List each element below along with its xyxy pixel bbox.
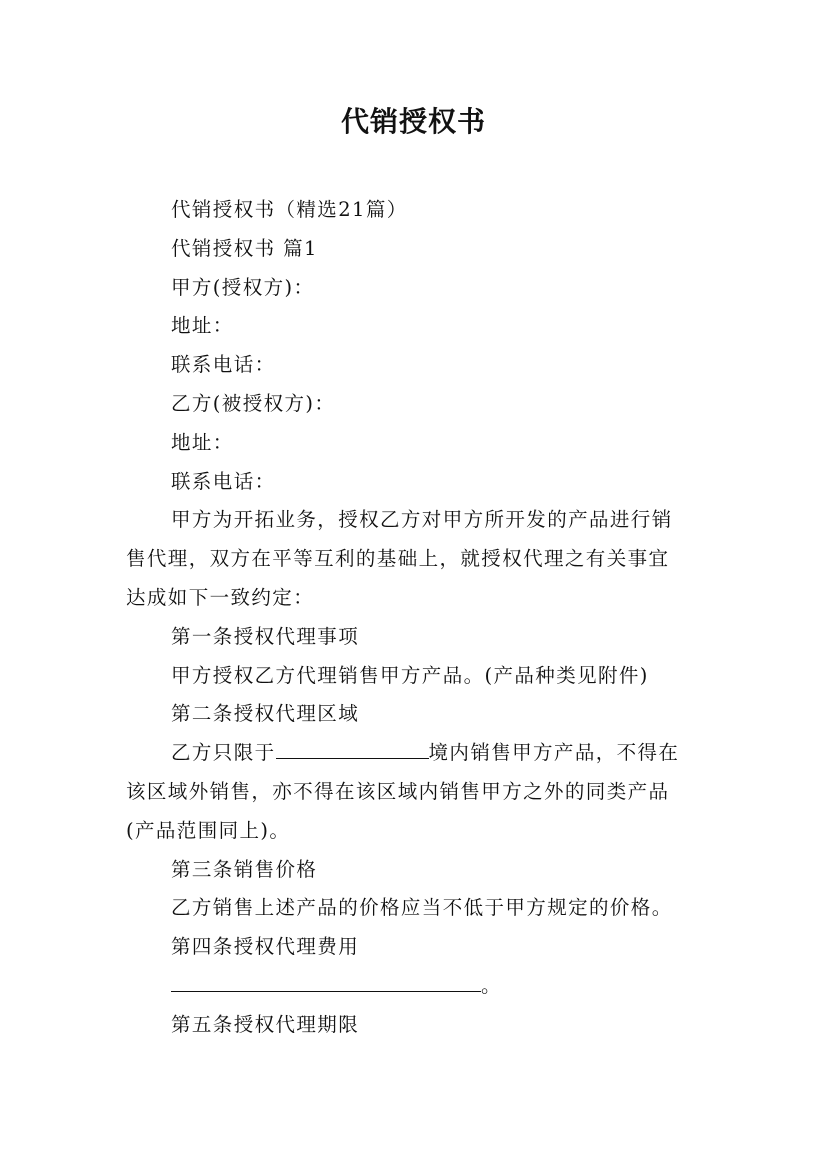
party-a-label: 甲方(授权方)：: [171, 275, 315, 299]
article-3-heading: 第三条销售价格: [171, 857, 318, 881]
article-2-text-line: (产品范围同上)。: [126, 818, 291, 842]
article-4-heading: 第四条授权代理费用: [171, 935, 360, 959]
intro-paragraph-line: 售代理，双方在平等互利的基础上，就授权代理之有关事宜: [126, 547, 670, 571]
article-1-text: 甲方授权乙方代理销售甲方产品。(产品种类见附件): [171, 663, 649, 687]
article-2-text-line: 该区域外销售，亦不得在该区域内销售甲方之外的同类产品: [126, 779, 670, 803]
article-1-heading: 第一条授权代理事项: [171, 624, 360, 648]
region-blank-field: [276, 739, 429, 759]
doc-subtitle: 代销授权书（精选21篇）: [171, 198, 408, 221]
party-b-address: 地址：: [171, 430, 234, 454]
party-a-phone: 联系电话：: [171, 353, 276, 377]
article-2-heading: 第二条授权代理区域: [171, 702, 360, 726]
document-body: [126, 191, 726, 1045]
intro-paragraph-line: 达成如下一致约定：: [126, 585, 315, 609]
article-4-text-line: [126, 967, 726, 1006]
article-2-text-line: [126, 734, 726, 773]
document-title: 代销授权书: [340, 105, 486, 138]
party-b-phone: 联系电话：: [171, 469, 276, 493]
intro-paragraph-line: 甲方为开拓业务，授权乙方对甲方所开发的产品进行销: [171, 508, 673, 532]
article-5-heading: 第五条授权代理期限: [171, 1012, 360, 1036]
article-3-text: 乙方销售上述产品的价格应当不低于甲方规定的价格。: [171, 896, 673, 920]
article-4-period: 。: [481, 973, 502, 997]
party-a-address: 地址：: [171, 314, 234, 338]
article-2-suffix: 境内销售甲方产品，不得在: [428, 741, 680, 765]
fee-blank-field: [171, 972, 481, 992]
article-2-prefix: 乙方只限于: [171, 741, 276, 765]
party-b-label: 乙方(被授权方)：: [171, 391, 336, 415]
section-heading: 代销授权书 篇1: [171, 236, 318, 260]
